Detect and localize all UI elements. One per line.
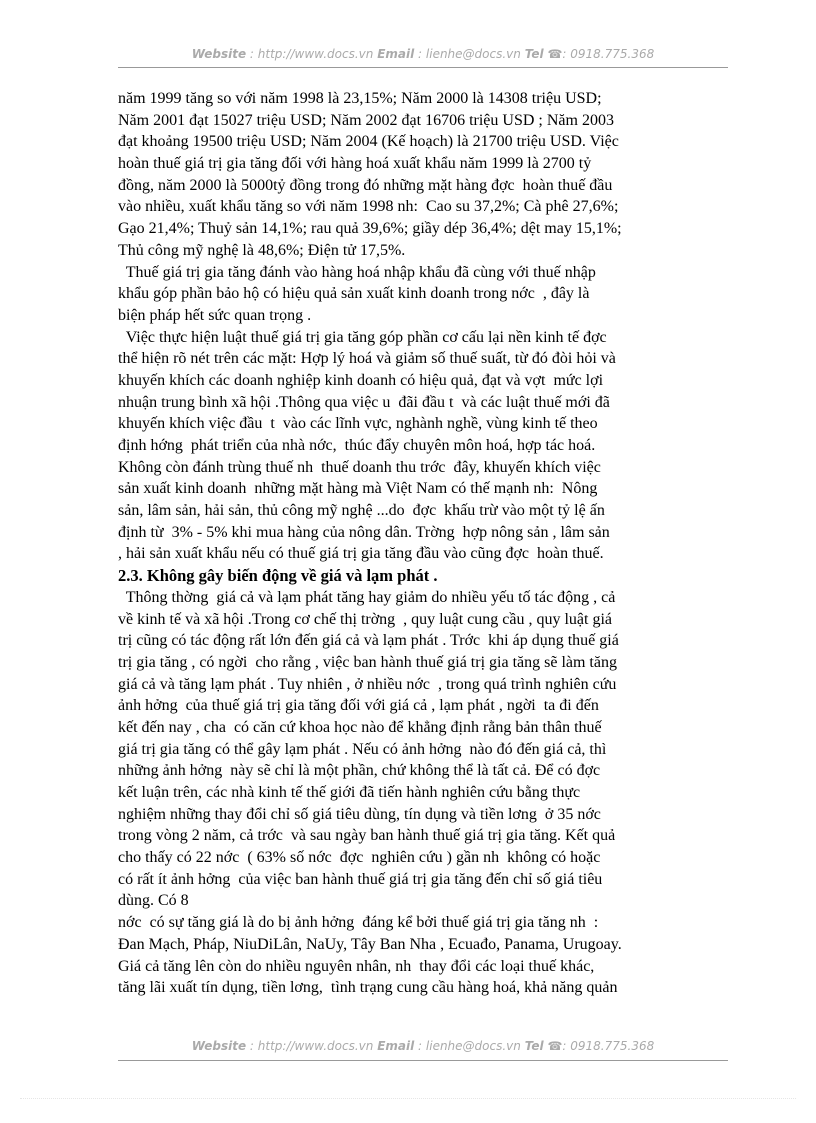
section-text — [118, 587, 728, 999]
email-value: : lienhe@docs.vn — [418, 47, 521, 61]
phone-icon: ☎ — [547, 47, 563, 61]
text-line: nớc có sự tăng giá là do bị ảnh hởng đáng kể bởi thuế giá trị gia tăng nh : — [118, 914, 599, 932]
text-line: sản xuất kinh doanh những mặt hàng mà Việt Nam có thế mạnh nh: Nông — [118, 480, 598, 498]
footer-website-value: : http://www.docs.vn — [249, 1039, 374, 1053]
text-line: giá trị gia tăng có thể gây lạm phát . Nếu có ảnh hởng nào đó đến giá cả, thì — [118, 740, 607, 758]
text-line: Đan Mạch, Pháp, NiuDiLân, NaUy, Tây Ban Nha , Ecuađo, Panama, Urugoay. — [118, 935, 622, 953]
website-value: : http://www.docs.vn — [249, 47, 374, 61]
text-line: trong vòng 2 năm, cả trớc và sau ngày ban hành thuế giá trị gia tăng. Kết quả — [118, 827, 616, 845]
text-line: biện pháp hết sức quan trọng . — [118, 306, 312, 324]
text-line: kết đến nay , cha có căn cứ khoa học nào để khẳng định rằng bản thân thuế — [118, 718, 602, 736]
text-line: dùng. Có 8 — [118, 892, 189, 910]
text-line: đạt khoảng 19500 triệu USD; Năm 2004 (Kế hoạch) là 21700 triệu USD. Việc — [118, 133, 619, 151]
text-line: thể hiện rõ nét trên các mặt: Hợp lý hoá và giảm số thuế suất, từ đó đòi hỏi và — [118, 350, 616, 368]
text-line: năm 1999 tăng so với năm 1998 là 23,15%; Năm 2000 là 14308 triệu USD; — [118, 90, 602, 107]
intro-text — [118, 88, 728, 565]
text-line: những ảnh hởng này sẽ chỉ là một phần, chứ không thể là tất cả. Để có đợc — [118, 762, 601, 780]
text-line: , hải sản xuất khẩu nếu có thuế giá trị gia tăng đầu vào cũng đợc hoàn thuế. — [118, 545, 604, 563]
text-line: Không còn đánh trùng thuế nh thuế doanh thu trớc đây, khuyến khích việc — [118, 458, 601, 476]
text-line: khuyến khích việc đầu t vào các lĩnh vực, nghành nghề, vùng kinh tế theo — [118, 415, 598, 433]
text-line: kết luận trên, các nhà kinh tế thế giới đã tiến hành nghiên cứu bằng thực — [118, 784, 581, 801]
footer-tel-value: : 0918.775.368 — [562, 1039, 655, 1053]
text-line: vào nhiều, xuất khẩu tăng so với năm 1998 nh: Cao su 37,2%; Cà phê 27,6%; — [118, 198, 619, 216]
text-line: giá cả và tăng lạm phát . Tuy nhiên , ở nhiều nớc , trong quá trình nghiên cứu — [118, 675, 617, 693]
section-heading: 2.3. Không gây biến động về giá và lạm phát . — [118, 566, 438, 586]
text-line: trị cũng có tác động rất lớn đến giá cả và lạm phát . Trớc khi áp dụng thuế giá — [118, 632, 619, 650]
page-header — [118, 46, 728, 68]
text-line: về kinh tế và xã hội .Trong cơ chế thị trờng , quy luật cung cầu , quy luật giá — [118, 610, 613, 628]
text-line: định hớng phát triển của nhà nớc, thúc đẩy chuyên môn hoá, hợp tác hoá. — [118, 437, 596, 454]
text-line: trị gia tăng , có ngời cho rằng , việc ban hành thuế giá trị gia tăng sẽ làm tăng — [118, 653, 617, 671]
text-line: Giá cả tăng lên còn do nhiều nguyên nhân, nh thay đổi các loại thuế khác, — [118, 957, 595, 975]
text-line: Thuế giá trị gia tăng đánh vào hàng hoá nhập khẩu đã cùng với thuế nhập — [118, 263, 596, 281]
footer-email-value: : lienhe@docs.vn — [418, 1039, 521, 1053]
text-line: Năm 2001 đạt 15027 triệu USD; Năm 2002 đạt 16706 triệu USD ; Năm 2003 — [118, 111, 614, 129]
text-line: khuyến khích các doanh nghiệp kinh doanh có hiệu quả, đạt và vợt mức lợi — [118, 371, 604, 389]
text-line: khẩu góp phần bảo hộ có hiệu quả sản xuất kinh doanh trong nớc , đây là — [118, 285, 590, 303]
page-edge-divider — [20, 1098, 796, 1099]
text-line: Việc thực hiện luật thuế giá trị gia tăng góp phần cơ cấu lại nền kinh tế đợc — [118, 328, 607, 346]
tel-value: : 0918.775.368 — [562, 47, 655, 61]
text-line: sản, lâm sản, hải sản, thủ công mỹ nghệ ...do đợc khấu trừ vào một tỷ lệ ấn — [118, 502, 605, 520]
footer-website-label: Website — [191, 1039, 247, 1053]
text-line: Gạo 21,4%; Thuỷ sản 14,1%; rau quả 39,6%; giầy dép 36,4%; dệt may 15,1%; — [118, 220, 622, 238]
text-line: nghiệm những thay đổi chỉ số giá tiêu dùng, tín dụng và tiền lơng ở 35 nớc — [118, 805, 601, 823]
text-line: Thông thờng giá cả và lạm phát tăng hay giảm do nhiều yếu tố tác động , cả — [118, 588, 616, 606]
footer-tel-label: Tel — [524, 1039, 544, 1053]
text-line: nhuận trung bình xã hội .Thông qua việc u đãi đầu t và các luật thuế mới đã — [118, 393, 610, 411]
phone-icon: ☎ — [547, 1039, 563, 1053]
document-body — [118, 88, 728, 999]
text-line: ảnh hởng của thuế giá trị gia tăng đối với giá cả , lạm phát , ngời ta đi đến — [118, 697, 599, 715]
text-line: hoàn thuế giá trị gia tăng đối với hàng hoá xuất khẩu năm 1999 là 2700 tỷ — [118, 155, 592, 173]
text-line: tăng lãi xuất tín dụng, tiền lơng, tình trạng cung cầu hàng hoá, khả năng quản — [118, 979, 618, 997]
text-line: định từ 3% - 5% khi mua hàng của nông dân. Trờng hợp nông sản , lâm sản — [118, 523, 610, 541]
text-line: cho thấy có 22 nớc ( 63% số nớc đợc nghiên cứu ) gần nh không có hoặc — [118, 849, 601, 867]
text-line: có rất ít ảnh hởng của việc ban hành thuế giá trị gia tăng đến chỉ số giá tiêu — [118, 870, 603, 888]
text-line: Thủ công mỹ nghệ là 48,6%; Điện tử 17,5%. — [118, 241, 406, 259]
email-label: Email — [377, 47, 415, 61]
website-label: Website — [191, 47, 247, 61]
footer-email-label: Email — [377, 1039, 415, 1053]
text-line: đồng, năm 2000 là 5000tỷ đồng trong đó những mặt hàng đợc hoàn thuế đầu — [118, 176, 613, 194]
page-footer — [118, 1038, 728, 1061]
tel-label: Tel — [524, 47, 544, 61]
